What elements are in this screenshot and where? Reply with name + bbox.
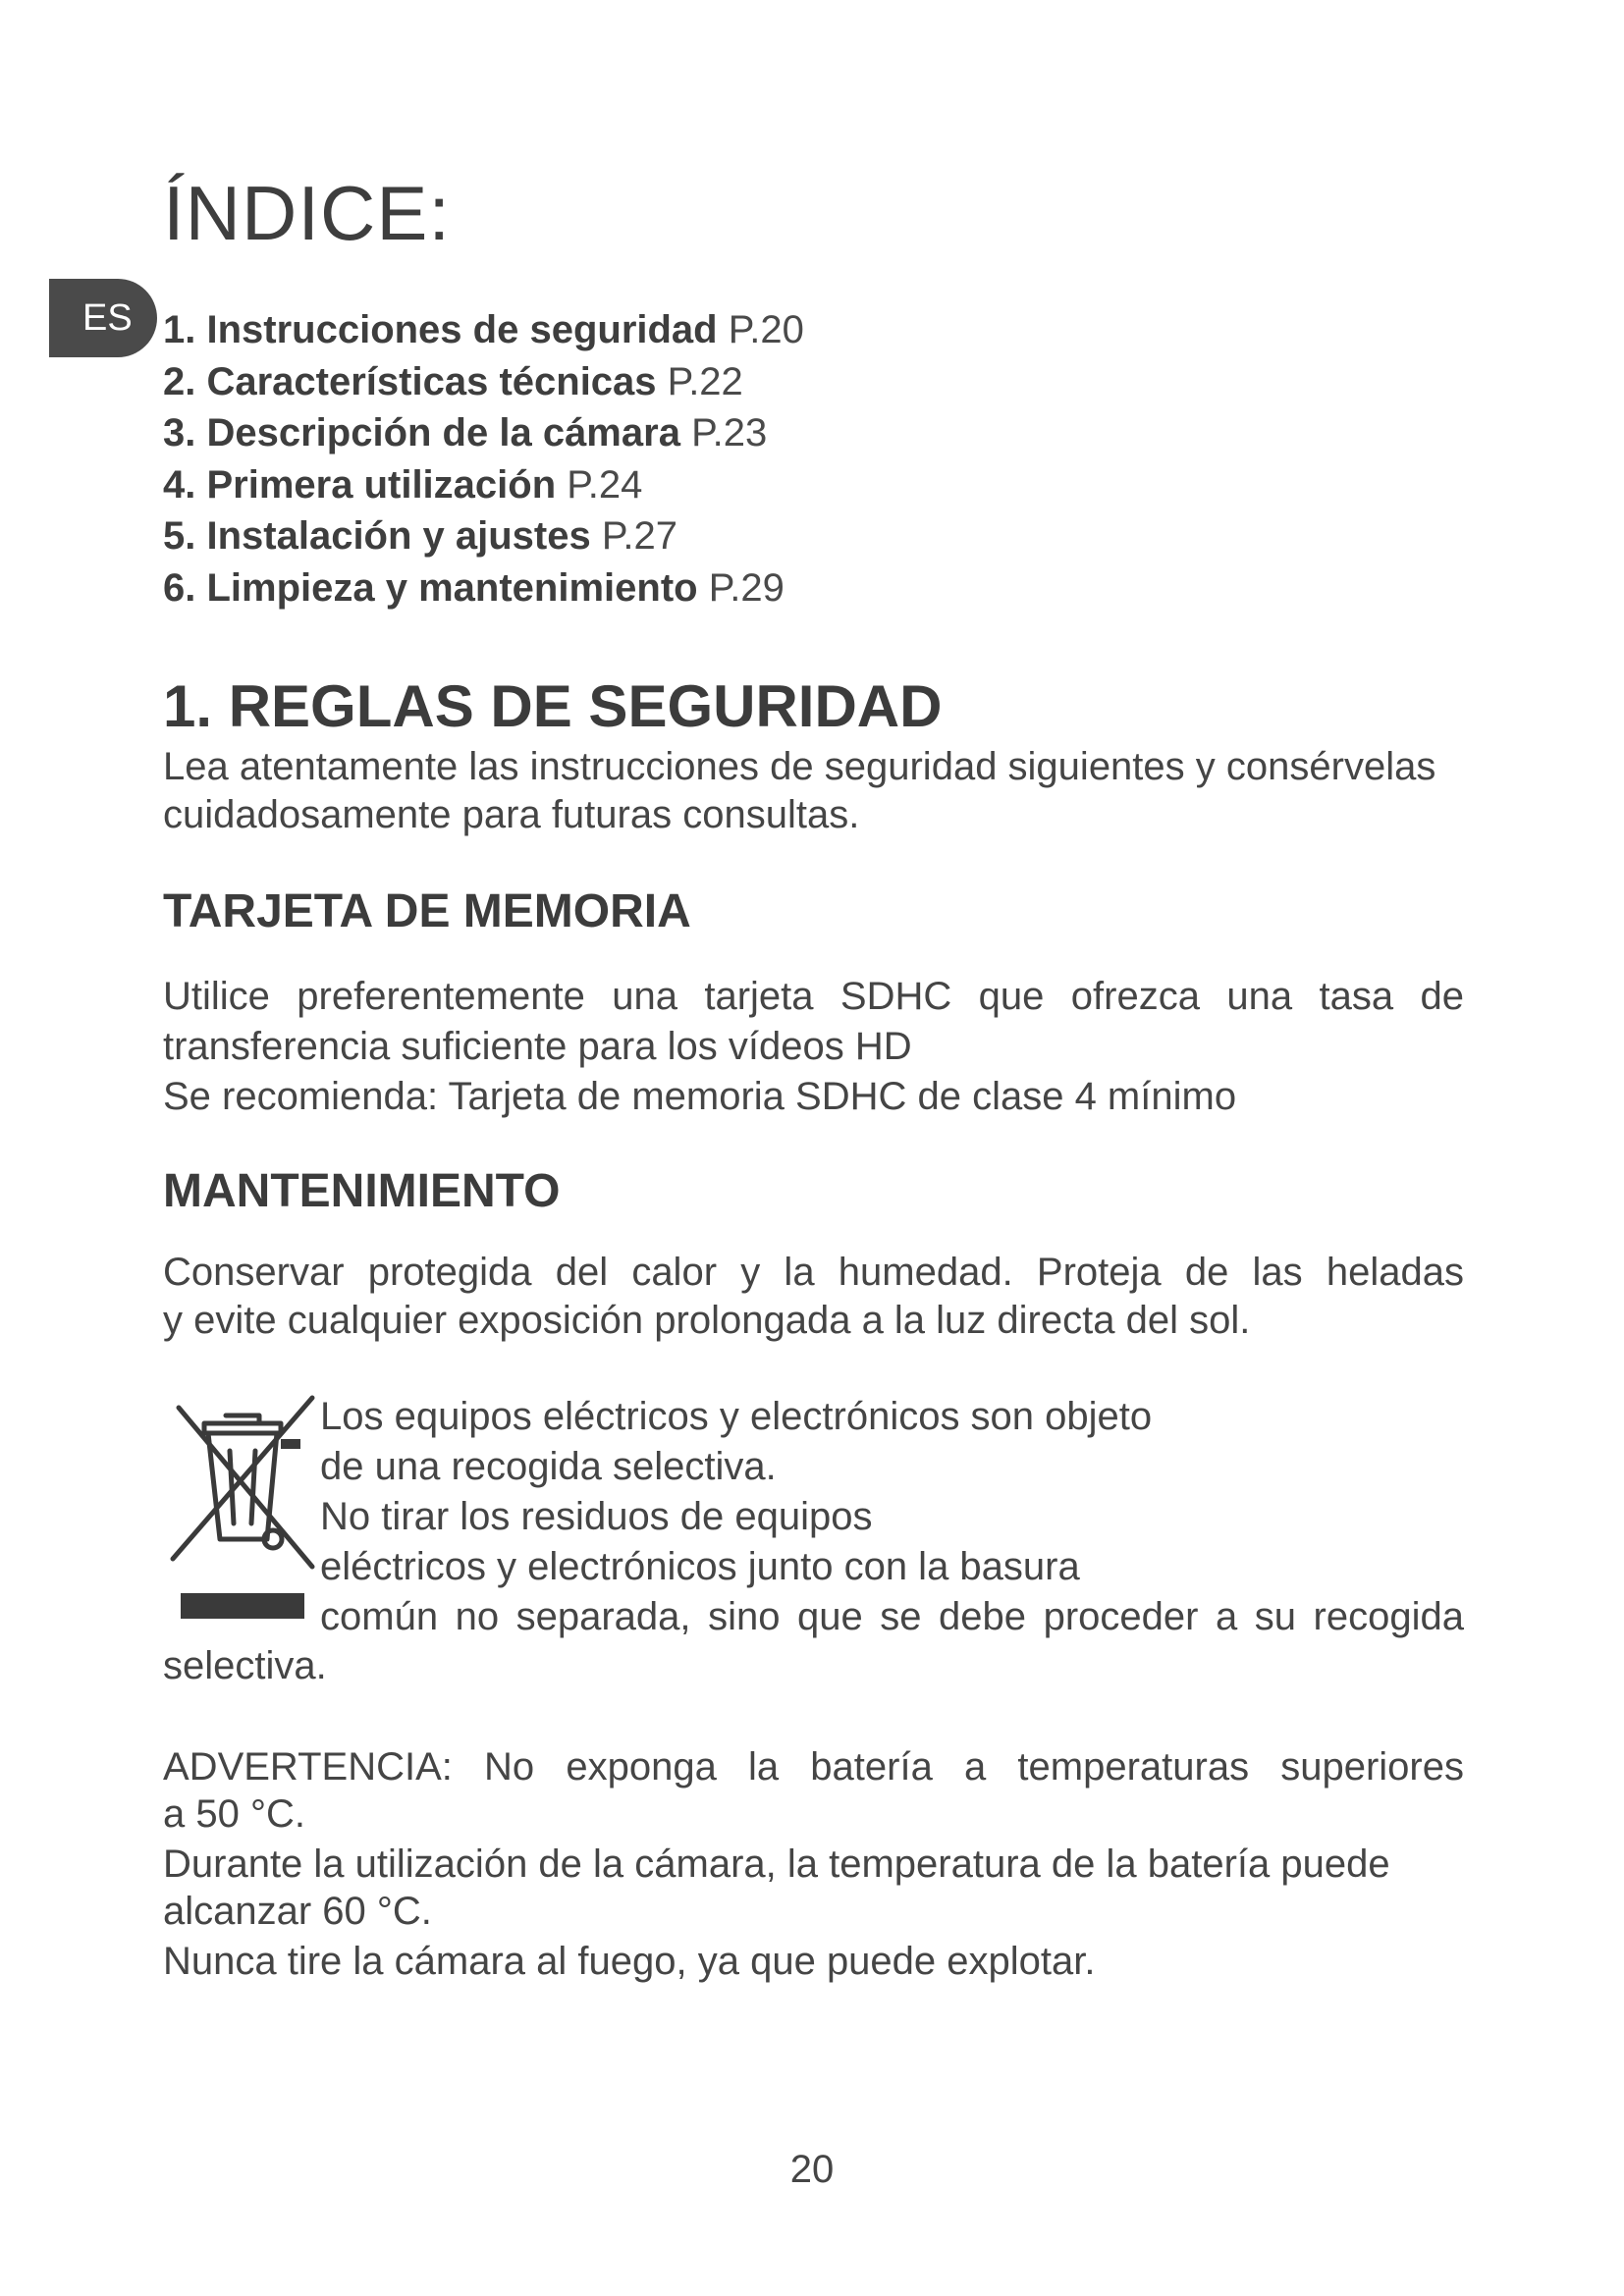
toc-item	[163, 356, 804, 408]
toc-item-page: P.29	[708, 565, 785, 610]
safety-intro-line: Lea atentamente las instrucciones de seguridad siguientes y consérvelas	[163, 745, 1436, 788]
warning-line: Durante la utilización de la cámara, la temperatura de la batería puede	[163, 1842, 1390, 1886]
maintenance-line: Conservar protegida del calor y la humedad. Proteja de las heladas	[163, 1251, 1464, 1294]
maintenance-heading: MANTENIMIENTO	[163, 1165, 561, 1217]
memory-card-line: Se recomienda: Tarjeta de memoria SDHC de clase 4 mínimo	[163, 1075, 1237, 1118]
toc-item	[163, 459, 804, 511]
toc-item-page: P.20	[728, 308, 804, 351]
crossed-out-wheelie-bin-icon	[165, 1394, 320, 1576]
toc-item	[163, 304, 804, 356]
toc-item-page: P.23	[691, 411, 768, 454]
weee-line: No tirar los residuos de equipos	[320, 1495, 873, 1538]
maintenance-line: y evite cualquier exposición prolongada a la luz directa del sol.	[163, 1299, 1251, 1342]
weee-notice-end	[163, 1642, 1464, 1690]
toc-item-label: 5. Instalación y ajustes	[163, 514, 591, 558]
memory-card-heading: TARJETA DE MEMORIA	[163, 885, 691, 937]
weee-line: común no separada, sino que se debe proceder a su recogida	[320, 1595, 1464, 1638]
memory-card-line: transferencia suficiente para los vídeos HD	[163, 1025, 912, 1068]
warning-line: alcanzar 60 °C.	[163, 1890, 432, 1933]
index-title: ÍNDICE:	[163, 170, 452, 256]
weee-notice	[320, 1392, 1464, 1642]
language-tab: ES	[49, 279, 157, 357]
toc-item-label: 4. Primera utilización	[163, 462, 557, 507]
toc-item-page: P.24	[567, 462, 643, 507]
safety-heading: 1. REGLAS DE SEGURIDAD	[163, 673, 943, 739]
safety-intro	[163, 743, 1464, 839]
toc-item	[163, 562, 804, 614]
toc-item-label: 2. Características técnicas	[163, 359, 657, 403]
warning-line: a 50 °C.	[163, 1792, 305, 1836]
memory-card-line: Utilice preferentemente una tarjeta SDHC que ofrezca una tasa de	[163, 975, 1464, 1018]
warning-line: ADVERTENCIA: No exponga la batería a temperaturas superiores	[163, 1745, 1464, 1789]
weee-line: Los equipos eléctricos y electrónicos son objeto	[320, 1395, 1153, 1438]
maintenance-text	[163, 1249, 1464, 1345]
toc-item	[163, 407, 804, 459]
toc-item-label: 1. Instrucciones de seguridad	[163, 308, 718, 351]
toc-item	[163, 510, 804, 562]
toc-item-label: 6. Limpieza y mantenimiento	[163, 565, 709, 610]
weee-line: de una recogida selectiva.	[320, 1445, 777, 1488]
toc-item-label: 3. Descripción de la cámara	[163, 411, 680, 454]
safety-intro-line: cuidadosamente para futuras consultas.	[163, 793, 860, 836]
weee-line: eléctricos y electrónicos junto con la basura	[320, 1545, 1080, 1588]
toc-item-page: P.27	[601, 514, 678, 558]
weee-underline-bar-icon	[181, 1593, 304, 1619]
memory-card-text	[163, 972, 1464, 1122]
toc-item-page: P.22	[667, 359, 743, 403]
table-of-contents	[163, 304, 804, 614]
warning-line: Nunca tire la cámara al fuego, ya que puede explotar.	[163, 1940, 1096, 1983]
page-number: 20	[789, 2148, 835, 2191]
weee-line: selectiva.	[163, 1644, 327, 1687]
battery-warning	[163, 1743, 1464, 1985]
